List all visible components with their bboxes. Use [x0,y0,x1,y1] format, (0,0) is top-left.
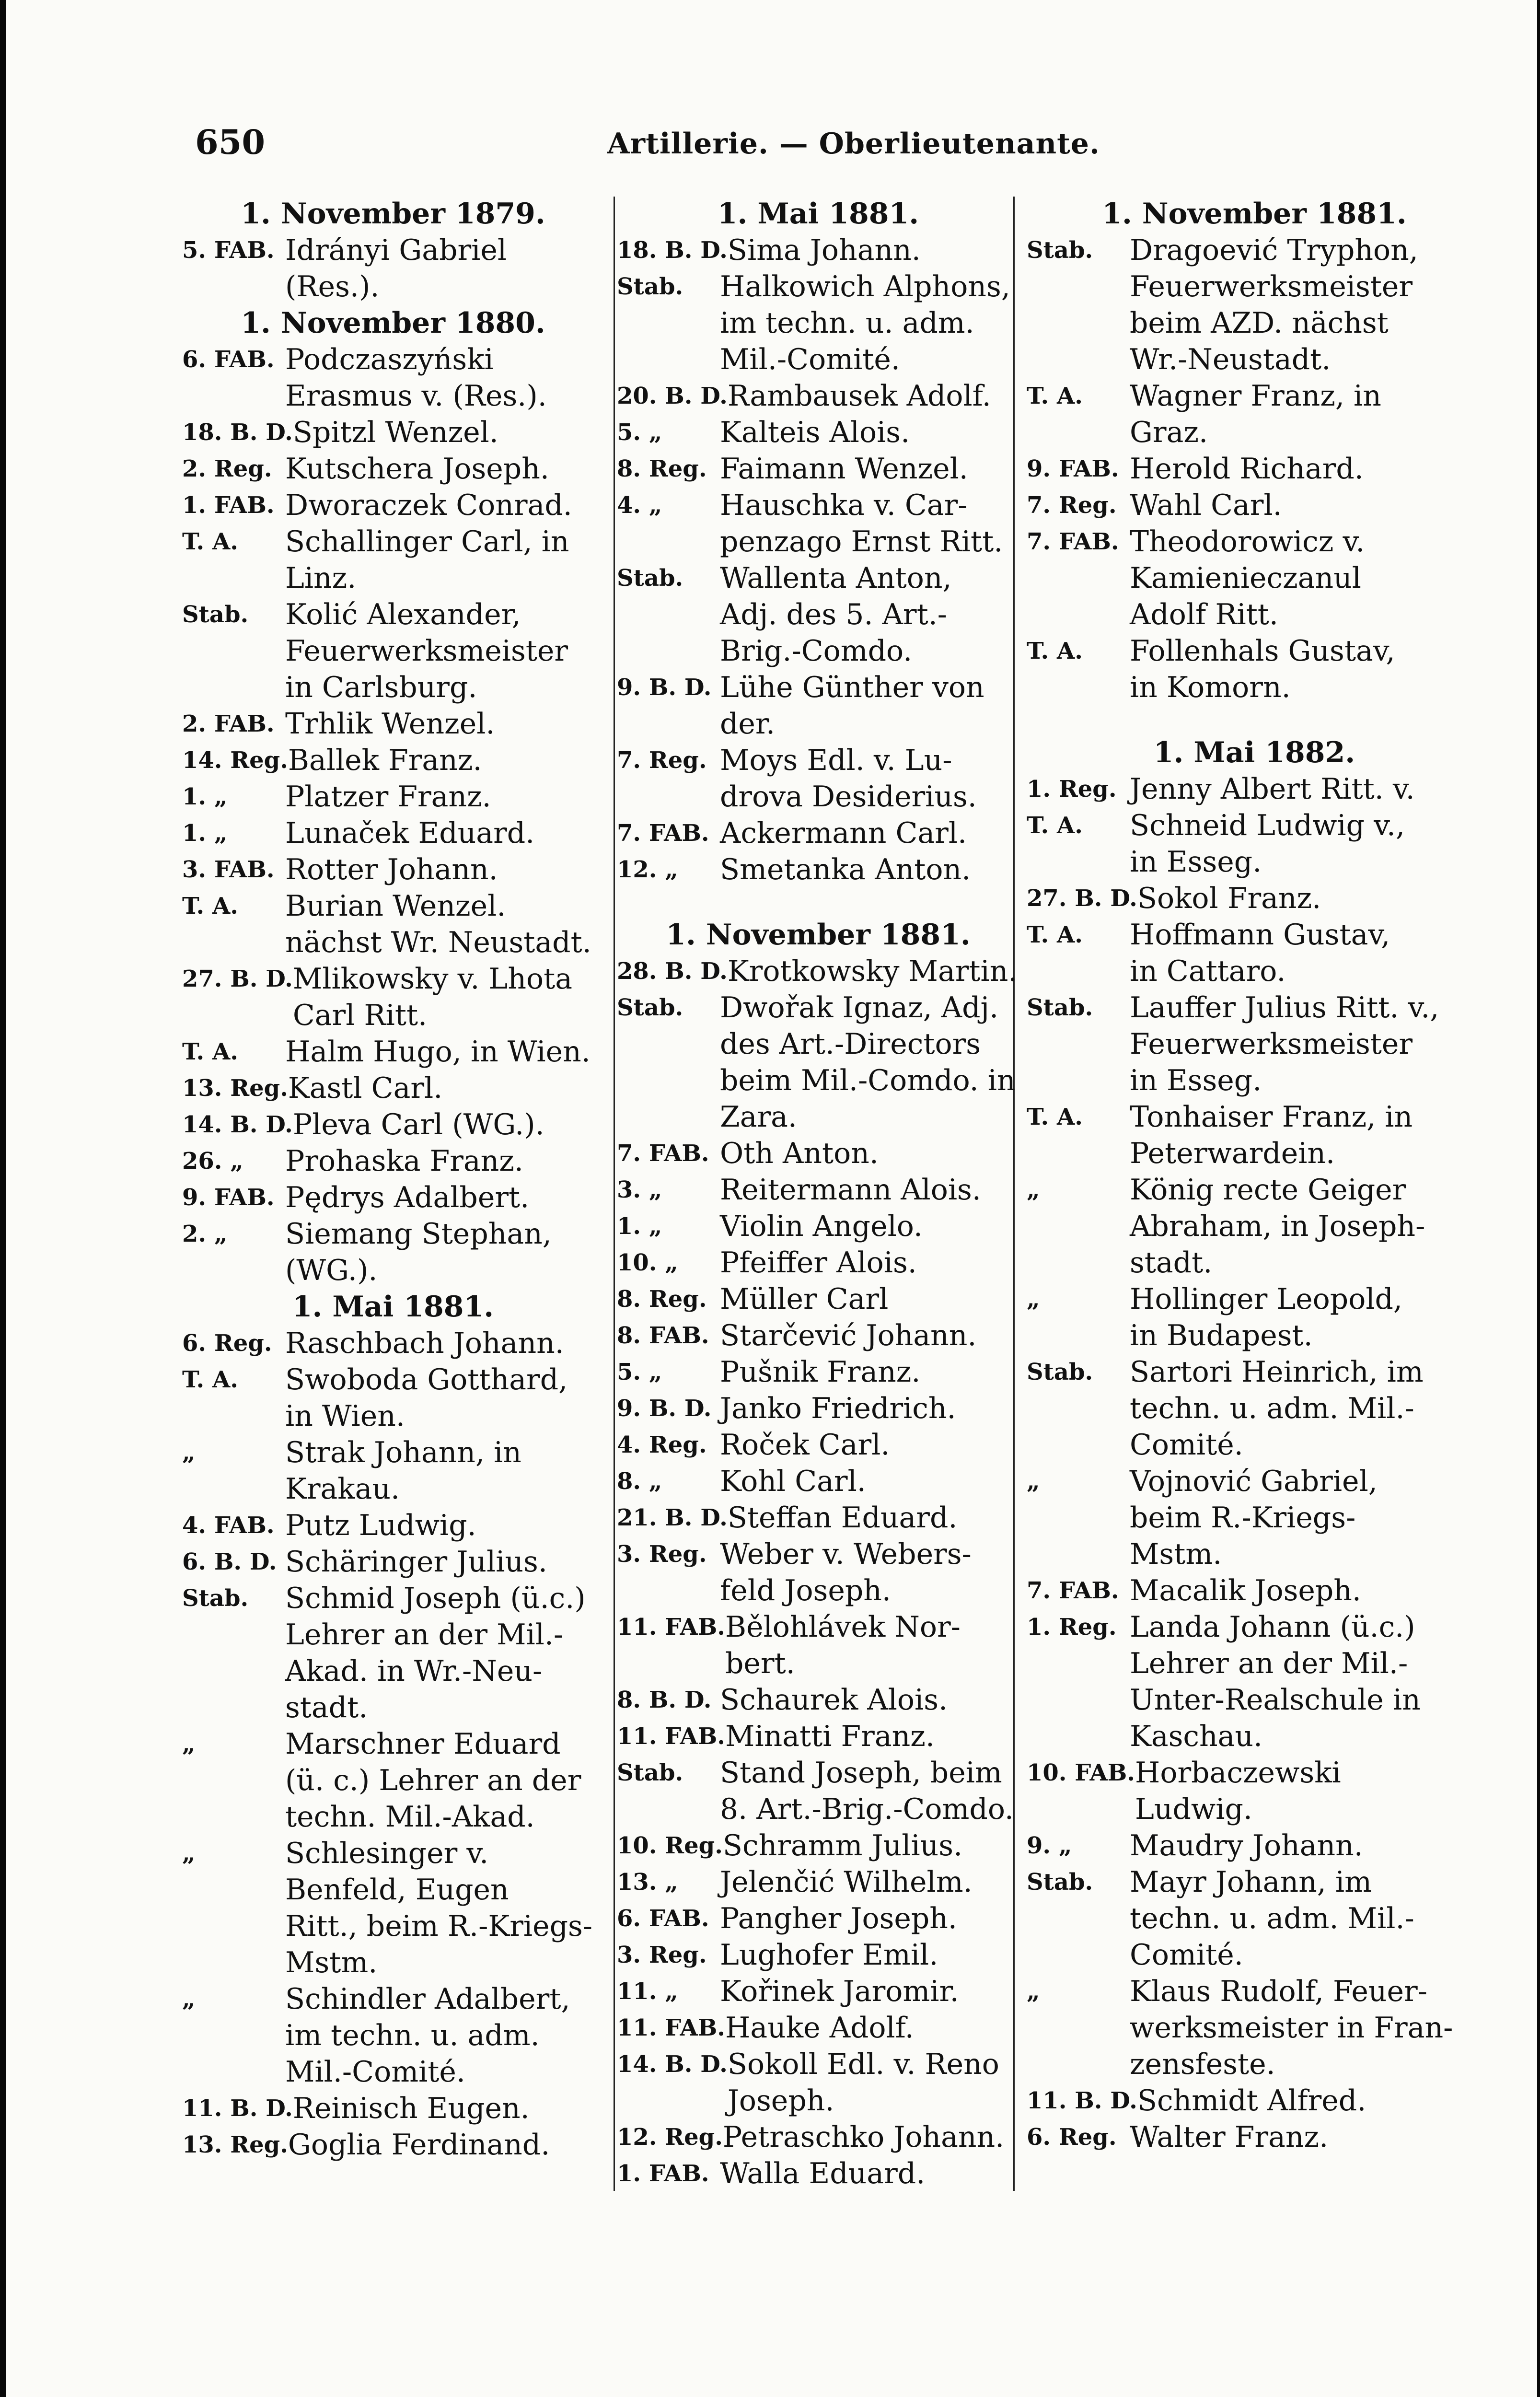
list-item [617,451,1019,487]
officer-name: Landa Johann (ü.c.) Lehrer an der Mil.- Unter-Realschule in Kaschau. [1130,1610,1421,1753]
list-item [617,1864,1019,1900]
officer-name: Spitzl Wenzel. [292,416,498,449]
list-item [617,1354,1019,1390]
list-item [1027,2083,1482,2119]
list-item [617,414,1019,451]
officer-name: Janko Friedrich. [720,1392,956,1425]
unit-label: Stab. [1027,1869,1093,1896]
list-item [182,888,604,961]
list-item [617,1827,1019,1864]
officer-name: Schmidt Alfred. [1137,2084,1366,2118]
officer-name: Wahl Carl. [1130,489,1282,522]
unit-label: 14. B. D. [617,2051,728,2078]
unit-label: T. A. [1027,921,1083,948]
unit-label: 9. B. D. [617,674,712,701]
list-item [1027,1609,1482,1755]
unit-label: 2. „ [182,1221,228,1247]
officer-name: Goglia Ferdinand. [288,2128,550,2162]
list-item [617,560,1019,669]
unit-label: T. A. [1027,1104,1083,1130]
list-item [1027,989,1482,1099]
officer-name: Horbaczewski Ludwig. [1135,1756,1341,1826]
list-item [617,1390,1019,1427]
unit-label: Stab. [1027,237,1093,264]
list-item [182,1325,604,1361]
officer-name: Walla Eduard. [720,2157,926,2190]
officer-name: Strak Johann, in Krakau. [285,1436,521,1506]
list-item [617,1245,1019,1281]
officer-name: Podczaszyński Erasmus v. (Res.). [285,343,547,413]
list-item [182,851,604,888]
unit-label: 28. B. D. [617,958,728,985]
officer-name: Steffan Eduard. [727,1501,958,1535]
list-item [1027,1463,1482,1572]
list-item [182,1434,604,1507]
page-number: 650 [195,122,266,162]
unit-label: 8. B. D. [617,1687,712,1713]
unit-label: 6. FAB. [617,1905,709,1932]
unit-label: 3. FAB. [182,856,275,883]
officer-name: Bělohlávek Nor- bert. [725,1610,961,1680]
list-item [1027,1755,1482,1827]
list-item [1027,451,1482,487]
list-item [617,1609,1019,1682]
officer-name: Hauke Adolf. [725,2011,914,2045]
list-item [1027,487,1482,524]
unit-label: 11. „ [617,1978,678,2005]
unit-label: Stab. [182,601,249,628]
officer-name: Schramm Julius. [722,1829,963,1862]
officer-name: Pangher Joseph. [720,1902,957,1935]
unit-label: 13. „ [617,1869,678,1896]
list-item [617,669,1019,742]
unit-label: 7. FAB. [1027,528,1119,555]
unit-label: 1. FAB. [617,2160,709,2187]
list-item [1027,807,1482,880]
officer-name: Schneid Ludwig v., in Esseg. [1130,809,1405,879]
unit-label: Stab. [617,1759,683,1786]
list-item [1027,1354,1482,1463]
officer-name: Dworaczek Conrad. [285,489,572,522]
list-item [1027,1827,1482,1864]
unit-label: 7. FAB. [1027,1577,1119,1604]
unit-label: „ [1027,1176,1040,1203]
unit-label: 18. B. D. [617,237,728,264]
unit-label: Stab. [182,1585,249,1612]
list-item [1027,378,1482,451]
list-item [182,961,604,1034]
unit-label: T. A. [1027,383,1083,409]
officer-name: Prohaska Franz. [285,1144,523,1178]
column-divider [614,197,615,2191]
list-item [182,1179,604,1216]
list-item [182,1580,604,1726]
list-item [617,1208,1019,1245]
officer-name: Pušnik Franz. [720,1355,921,1389]
officer-name: Macalik Joseph. [1130,1574,1361,1607]
unit-label: 6. Reg. [182,1330,272,1357]
unit-label: T. A. [182,1366,238,1393]
unit-label: T. A. [182,528,238,555]
list-item [1027,633,1482,706]
officer-name: Jenny Albert Ritt. v. [1130,772,1415,806]
officer-name: Hauschka v. Car- penzago Ernst Ritt. [720,489,1003,559]
officer-name: Starčević Johann. [720,1319,977,1352]
officer-name: Schäringer Julius. [285,1545,547,1579]
list-item [617,1317,1019,1354]
list-item [617,1500,1019,1536]
list-item [182,1544,604,1580]
unit-label: 9. FAB. [182,1184,275,1211]
officer-name: Walter Franz. [1130,2120,1329,2154]
unit-label: 6. FAB. [182,346,275,373]
unit-label: 8. „ [617,1468,662,1495]
officer-name: Kalteis Alois. [720,416,910,449]
list-item [182,414,604,451]
list-item [617,1973,1019,2010]
officer-name: Trhlik Wenzel. [285,707,495,741]
officer-name: Minatti Franz. [725,1720,935,1753]
unit-label: 12. „ [617,856,678,883]
list-item [617,487,1019,560]
officer-name: Raschbach Johann. [285,1326,564,1360]
officer-name: Follenhals Gustav, in Komorn. [1130,634,1395,704]
officer-name: Pleva Carl (WG.). [292,1108,544,1141]
unit-label: 5. FAB. [182,237,275,264]
officer-name: König recte Geiger Abraham, in Joseph- stadt. [1130,1173,1425,1280]
officer-name: Lühe Günther von der. [720,671,984,741]
list-item [182,1143,604,1179]
unit-label: 12. Reg. [617,2124,723,2151]
unit-label: 5. „ [617,419,662,446]
list-item [182,1034,604,1070]
officer-name: Schindler Adalbert, im techn. u. adm. Mil.-Comité. [285,1982,570,2089]
list-item [182,232,604,305]
officer-name: Tonhaiser Franz, in Peterwardein. [1130,1100,1413,1170]
list-item [182,341,604,414]
officer-name: Maudry Johann. [1130,1829,1363,1862]
unit-label: 18. B. D. [182,419,293,446]
list-item [1027,524,1482,633]
officer-name: Klaus Rudolf, Feuer- werksmeister in Fran- zensfeste. [1130,1975,1453,2081]
unit-label: 11. FAB. [617,1723,726,1750]
unit-label: 26. „ [182,1148,243,1175]
unit-label: 1. FAB. [182,492,275,519]
list-item [617,1755,1019,1827]
officer-name: Idrányi Gabriel (Res.). [285,233,507,303]
unit-label: 1. Reg. [1027,1614,1117,1641]
list-item [617,1900,1019,1937]
officer-name: Mayr Johann, im techn. u. adm. Mil.- Comité. [1130,1865,1414,1972]
list-item [617,1427,1019,1463]
list-item [617,1682,1019,1718]
unit-label: Stab. [1027,994,1093,1021]
officer-name: Oth Anton. [720,1137,879,1170]
unit-label: 4. „ [617,492,662,519]
officer-name: Schlesinger v. Benfeld, Eugen Ritt., beim R.-Kriegs- Mstm. [285,1837,593,1979]
officer-name: Theodorowicz v. Kamienieczanul Adolf Ritt. [1130,525,1365,631]
unit-label: Stab. [617,994,683,1021]
list-item [617,1718,1019,1755]
list-item [617,378,1019,414]
unit-label: 20. B. D. [617,383,728,409]
unit-label: 11. B. D. [182,2095,293,2122]
list-item [182,779,604,815]
column-2 [617,196,1019,2192]
unit-label: 8. Reg. [617,1286,707,1313]
officer-name: Kolić Alexander, Feuerwerksmeister in Carlsburg. [285,598,568,704]
unit-label: 1. „ [182,820,228,847]
list-item [1027,1099,1482,1172]
unit-label: 9. „ [1027,1832,1072,1859]
officer-name: Kutschera Joseph. [285,452,549,486]
list-item [182,1726,604,1835]
unit-label: „ [182,1840,196,1867]
officer-name: Mlikowsky v. Lhota Carl Ritt. [292,962,573,1032]
unit-label: 4. FAB. [182,1512,275,1539]
column-1 [182,196,604,2163]
list-item [617,815,1019,851]
officer-name: Dragoević Tryphon, Feuerwerksmeister beim AZD. nächst Wr.-Neustadt. [1130,233,1418,376]
list-item [182,2090,604,2127]
running-head: Artillerie. — Oberlieutenante. [607,127,1100,161]
officer-name: Wallenta Anton, Adj. des 5. Art.- Brig.-Comdo. [720,561,952,668]
unit-label: „ [182,1986,196,2013]
unit-label: „ [1027,1468,1040,1495]
list-item [182,1981,604,2090]
unit-label: 6. B. D. [182,1548,277,1575]
list-item [617,2010,1019,2046]
unit-label: 8. Reg. [617,455,707,482]
officer-name: Krotkowsky Martin. [727,954,1018,988]
officer-name: Wagner Franz, in Graz. [1130,379,1381,449]
officer-name: Hollinger Leopold, in Budapest. [1130,1282,1403,1352]
list-item [182,487,604,524]
unit-label: 27. B. D. [1027,885,1137,912]
unit-label: T. A. [1027,638,1083,664]
unit-label: T. A. [182,893,238,919]
officer-name: Sima Johann. [727,233,921,267]
list-item [617,2119,1019,2155]
unit-label: 14. Reg. [182,747,288,774]
date-heading: 1. Mai 1882. [1153,736,1355,769]
officer-name: Kastl Carl. [288,1071,443,1105]
officer-name: Sokoll Edl. v. Reno Joseph. [727,2048,999,2118]
list-item [182,742,604,779]
unit-label: Stab. [617,565,683,592]
officer-name: Swoboda Gotthard, in Wien. [285,1363,568,1433]
officer-name: Ackermann Carl. [720,816,967,850]
list-item [1027,1172,1482,1281]
unit-label: T. A. [1027,812,1083,839]
list-item [617,1135,1019,1172]
officer-name: Platzer Franz. [285,780,491,814]
unit-label: 9. B. D. [617,1395,712,1422]
officer-name: Lauffer Julius Ritt. v., Feuerwerksmeister in Esseg. [1130,991,1439,1097]
list-item [617,2155,1019,2192]
unit-label: 13. Reg. [182,2131,288,2158]
officer-name: Marschner Eduard (ü. c.) Lehrer an der techn. Mil.-Akad. [285,1727,581,1834]
officer-name: Halkowich Alphons, im techn. u. adm. Mil.-Comité. [720,270,1010,376]
list-item [182,1216,604,1289]
unit-label: 7. FAB. [617,1140,709,1167]
officer-name: Kohl Carl. [720,1465,866,1498]
date-heading: 1. November 1880. [241,306,545,340]
officer-name: Petraschko Johann. [722,2120,1005,2154]
unit-label: T. A. [182,1038,238,1065]
officer-name: Schmid Joseph (ü.c.) Lehrer an der Mil.- Akad. in Wr.-Neu- stadt. [285,1582,586,1724]
unit-label: 1. „ [182,783,228,810]
unit-label: 9. FAB. [1027,455,1119,482]
officer-name: Rotter Johann. [285,853,498,886]
list-item [617,953,1019,989]
officer-name: Weber v. Webers- feld Joseph. [720,1537,972,1607]
list-item [182,2127,604,2163]
list-item [1027,1864,1482,1973]
officer-name: Hoffmann Gustav, in Cattaro. [1130,918,1390,988]
list-item [182,706,604,742]
unit-label: Stab. [1027,1359,1093,1385]
unit-label: 4. Reg. [617,1431,707,1458]
unit-label: 3. Reg. [617,1942,707,1968]
unit-label: 10. Reg. [617,1832,723,1859]
officer-name: Herold Richard. [1130,452,1364,486]
unit-label: 1. „ [617,1213,662,1240]
officer-name: Ballek Franz. [288,744,482,777]
list-item [182,1507,604,1544]
unit-label: „ [182,1731,196,1757]
list-item [182,1361,604,1434]
unit-label: 27. B. D. [182,966,293,992]
officer-name: Schaurek Alois. [720,1683,948,1717]
column-3 [1027,196,1482,2155]
unit-label: „ [1027,1978,1040,2005]
officer-name: Sokol Franz. [1137,882,1321,915]
officer-name: Burian Wenzel. nächst Wr. Neustadt. [285,889,591,959]
unit-label: „ [1027,1286,1040,1313]
officer-name: Lunaček Eduard. [285,816,535,850]
unit-label: 5. „ [617,1359,662,1385]
list-item [617,1937,1019,1973]
officer-name: Lughofer Emil. [720,1938,938,1972]
list-item [1027,771,1482,807]
document-page [6,0,1537,2397]
officer-name: Smetanka Anton. [720,853,971,886]
list-item [617,2046,1019,2119]
unit-label: 11. B. D. [1027,2087,1137,2114]
list-item [1027,1281,1482,1354]
list-item [617,1536,1019,1609]
officer-name: Pfeiffer Alois. [720,1246,917,1280]
officer-name: Faimann Wenzel. [720,452,968,486]
officer-name: Jelenčić Wilhelm. [720,1865,973,1899]
date-heading: 1. November 1881. [666,918,971,952]
officer-name: Vojnović Gabriel, beim R.-Kriegs- Mstm. [1130,1465,1378,1571]
officer-name: Siemang Stephan, (WG.). [285,1217,552,1287]
unit-label: 13. Reg. [182,1075,288,1102]
list-item [617,268,1019,378]
unit-label: 6. Reg. [1027,2124,1117,2151]
unit-label: Stab. [617,273,683,300]
list-item [182,451,604,487]
date-heading: 1. November 1881. [1102,197,1407,231]
officer-name: Violin Angelo. [720,1210,923,1243]
unit-label: 14. B. D. [182,1111,293,1138]
officer-name: Putz Ludwig. [285,1509,476,1542]
unit-label: 11. FAB. [617,2014,726,2041]
list-item [182,524,604,596]
officer-name: Schallinger Carl, in Linz. [285,525,569,595]
officer-name: Rambausek Adolf. [727,379,991,413]
list-item [1027,2119,1482,2155]
unit-label: 3. Reg. [617,1541,707,1568]
list-item [617,1281,1019,1317]
list-item [182,815,604,851]
unit-label: 8. FAB. [617,1322,709,1349]
officer-name: Stand Joseph, beim 8. Art.-Brig.-Comdo. [720,1756,1014,1826]
unit-label: 21. B. D. [617,1504,728,1531]
unit-label: 11. FAB. [617,1614,726,1641]
list-item [1027,232,1482,378]
unit-label: 7. Reg. [617,747,707,774]
officer-name: Moys Edl. v. Lu- drova Desiderius. [720,744,977,814]
unit-label: 7. Reg. [1027,492,1117,519]
list-item [617,851,1019,888]
officer-name: Halm Hugo, in Wien. [285,1035,591,1069]
list-item [1027,880,1482,917]
unit-label: „ [182,1439,196,1466]
unit-label: 10. „ [617,1249,678,1276]
list-item [617,1463,1019,1500]
list-item [1027,1572,1482,1609]
date-heading: 1. Mai 1881. [292,1290,494,1324]
officer-name: Dwořak Ignaz, Adj. des Art.-Directors beim Mil.-Comdo. in Zara. [720,991,1016,1134]
officer-name: Pędrys Adalbert. [285,1181,530,1214]
list-item [617,232,1019,268]
list-item [617,989,1019,1135]
list-item [1027,917,1482,989]
officer-name: Reinisch Eugen. [292,2092,530,2125]
unit-label: 10. FAB. [1027,1759,1135,1786]
officer-name: Sartori Heinrich, im techn. u. adm. Mil.- Comité. [1130,1355,1424,1462]
date-heading: 1. November 1879. [241,197,545,231]
officer-name: Reitermann Alois. [720,1173,981,1207]
unit-label: 7. FAB. [617,820,709,847]
unit-label: 2. Reg. [182,455,272,482]
list-item [182,1835,604,1981]
unit-label: 3. „ [617,1176,662,1203]
unit-label: 1. Reg. [1027,776,1117,803]
officer-name: Roček Carl. [720,1428,890,1462]
date-heading: 1. Mai 1881. [717,197,919,231]
unit-label: 2. FAB. [182,710,275,737]
list-item [182,596,604,706]
list-item [1027,1973,1482,2083]
officer-name: Kořinek Jaromir. [720,1975,959,2008]
officer-name: Müller Carl [720,1282,889,1316]
list-item [617,1172,1019,1208]
list-item [617,742,1019,815]
list-item [182,1070,604,1106]
list-item [182,1106,604,1143]
